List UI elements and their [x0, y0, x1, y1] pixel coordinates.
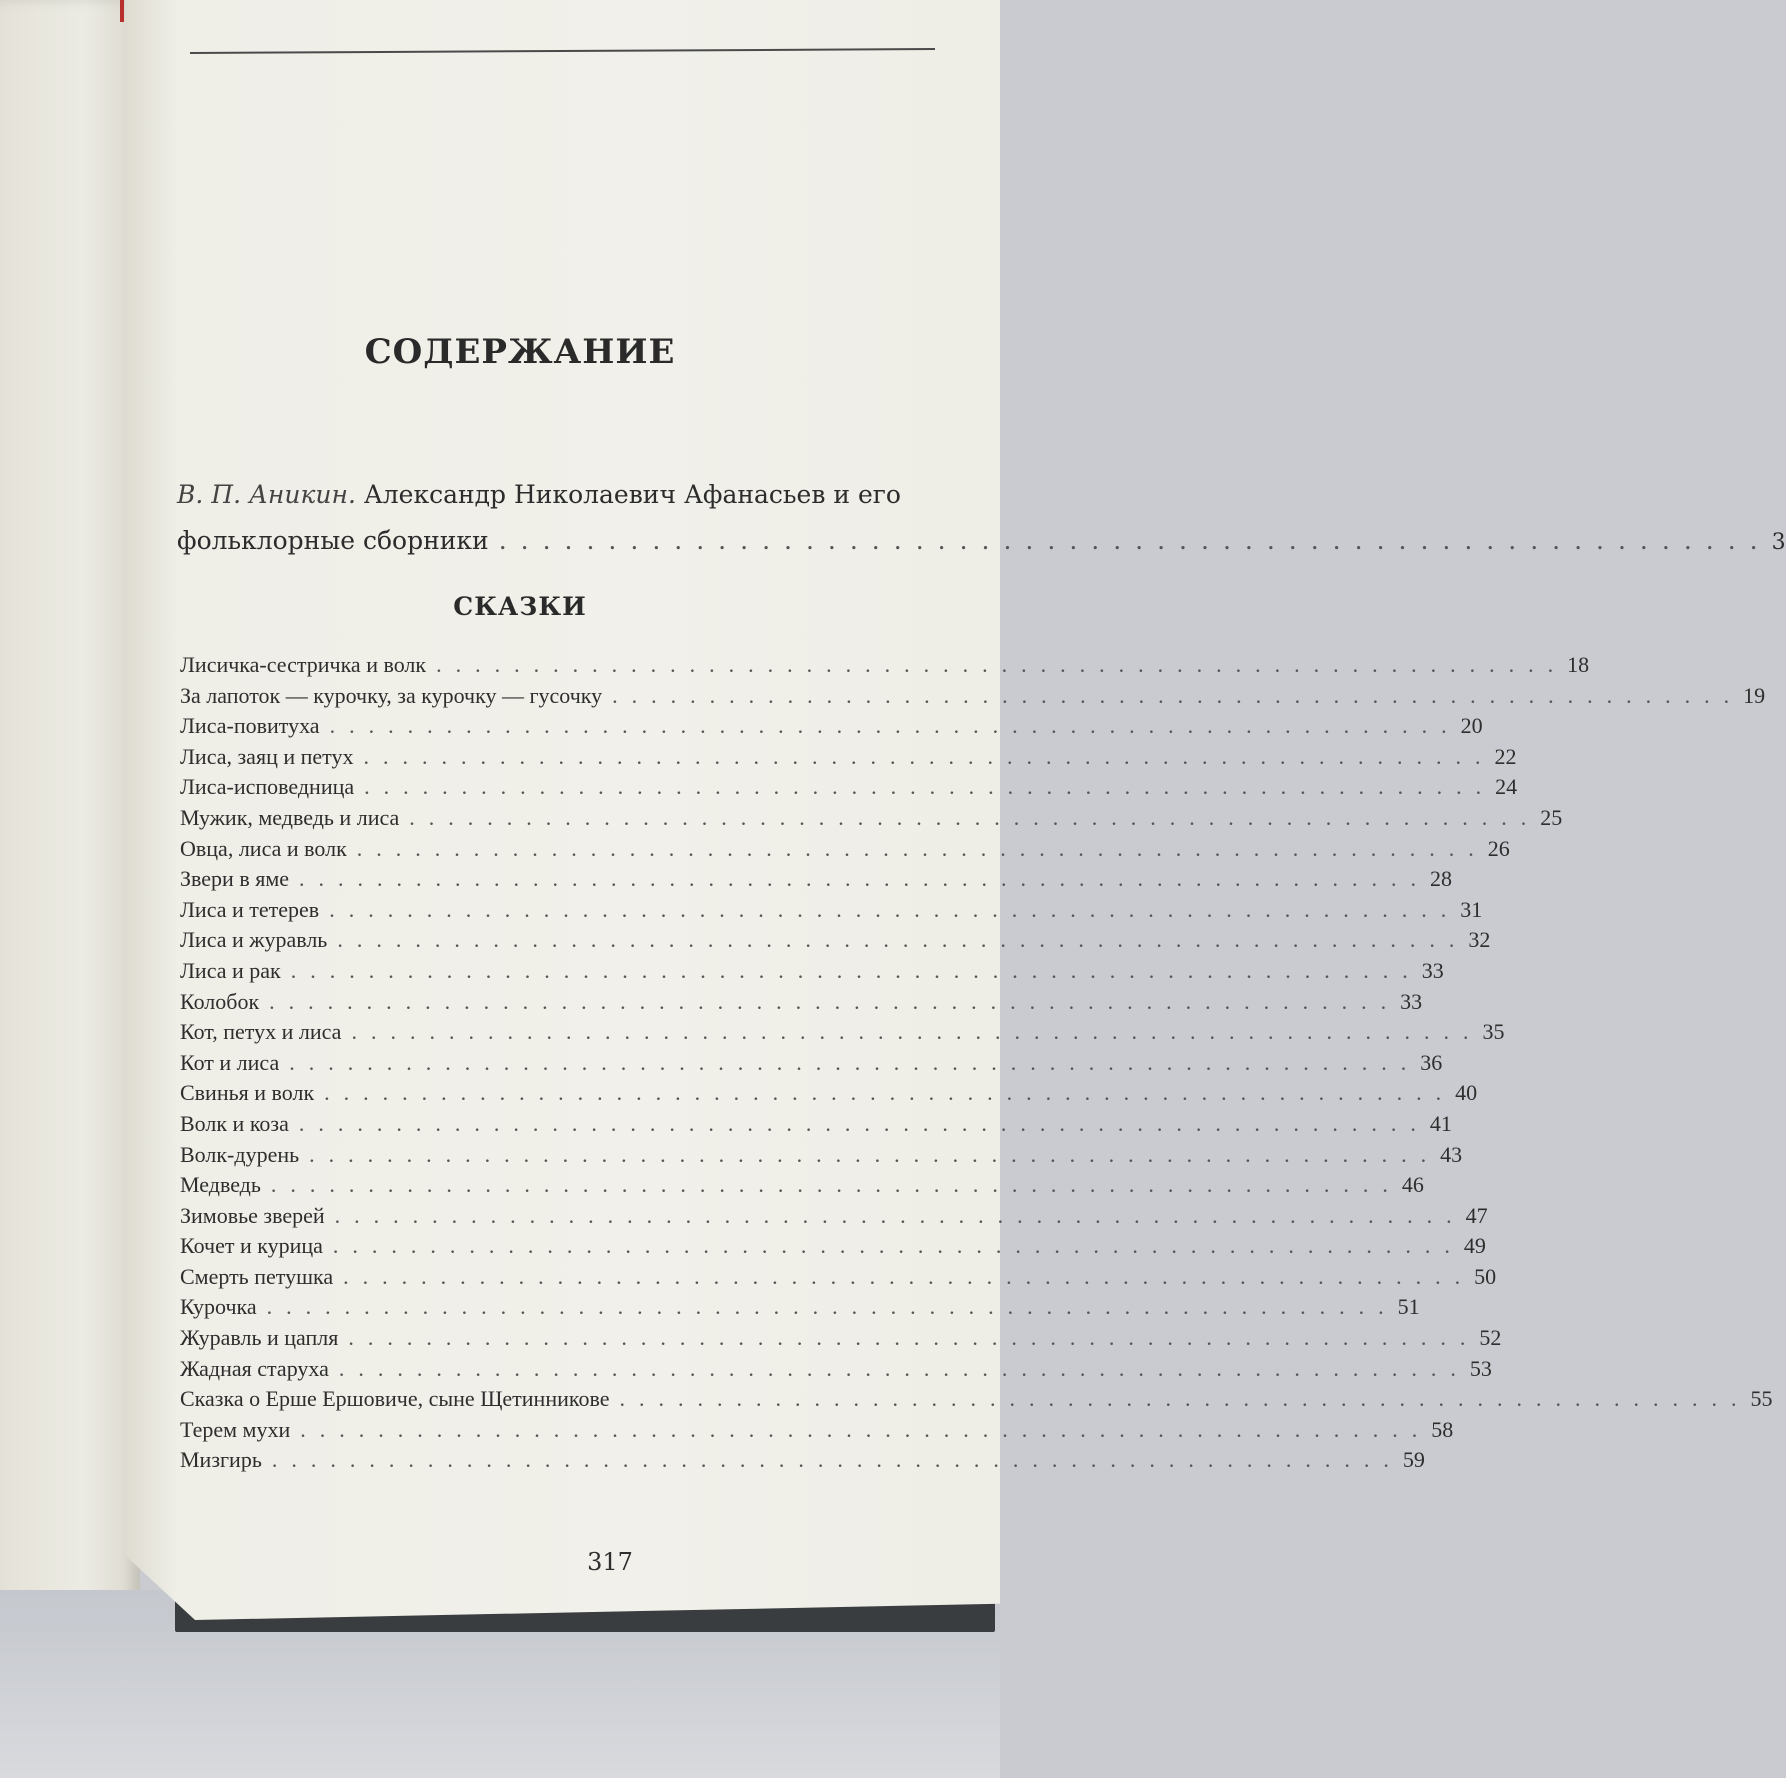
intro-title-part2: фольклорные сборники [177, 526, 489, 555]
toc-entry-title: Лиса и журавль [180, 927, 328, 953]
facing-page [0, 0, 140, 1640]
leader-dots: .......................................................... [409, 804, 1541, 830]
section-heading: СКАЗКИ [453, 592, 587, 621]
toc-entry [180, 896, 1483, 928]
toc-entry-title: Курочка [180, 1294, 257, 1320]
toc-entry-title: Волк и коза [180, 1110, 289, 1136]
toc-entry [180, 988, 1423, 1020]
toc-entry-page: 33 [1400, 988, 1423, 1014]
leader-dots: .......................................................... [290, 957, 1422, 983]
intro-line-2 [177, 518, 1786, 564]
toc-entry-title: Звери в яме [180, 866, 290, 892]
toc-entry-title: Овца, лиса и волк [180, 835, 347, 861]
toc-entry-page: 53 [1469, 1355, 1492, 1381]
leader-dots: .......................................................... [289, 1049, 1421, 1075]
toc-entry-page: 59 [1402, 1447, 1425, 1473]
toc-entry [180, 1202, 1488, 1234]
toc-entry-title: Мужик, медведь и лиса [180, 804, 400, 830]
toc-entry [180, 866, 1453, 897]
spine-bookmark [120, 0, 124, 22]
toc-entry-title: Волк-дурень [180, 1141, 300, 1167]
leader-dots: .......................................................... [356, 835, 1488, 861]
toc-entry-title: За лапоток — курочку, за курочку — гусочку [180, 682, 603, 708]
toc-entry [180, 1049, 1443, 1081]
toc-entry-page: 50 [1474, 1263, 1497, 1289]
toc-entry-page: 49 [1463, 1233, 1486, 1259]
toc-entry-title: Лиса-повитуха [180, 713, 320, 739]
toc-entry-title: Сказка о Ерше Ершовиче, сыне Щетинникове [180, 1386, 610, 1412]
intro-author: В. П. Аникин. [177, 480, 356, 509]
toc-entry-title: Зимовье зверей [180, 1202, 325, 1228]
toc-entry-title: Смерть петушка [180, 1263, 334, 1289]
toc-entry [180, 1172, 1424, 1203]
leader-dots: .......................................................... [271, 1447, 1403, 1473]
toc-entry-title: Мизгирь [180, 1447, 262, 1473]
leader-dots: .......................................................... [498, 526, 1772, 555]
leader-dots: .......................................................... [612, 682, 1744, 708]
toc-entry-page: 31 [1460, 896, 1483, 922]
toc-entry [180, 1355, 1492, 1387]
toc-entry-page: 25 [1540, 804, 1563, 830]
toc-entry [180, 682, 1766, 714]
toc-entry-page: 46 [1401, 1172, 1424, 1198]
toc-entry [180, 743, 1517, 775]
toc-entry-title: Лиса и тетерев [180, 896, 320, 922]
toc-entry-page: 22 [1494, 743, 1517, 769]
leader-dots: .......................................................... [324, 1080, 1456, 1106]
toc-entry-page: 52 [1479, 1325, 1502, 1351]
intro-title-part1: Александр Николаевич Афанасьев и его [363, 480, 901, 509]
toc-entry-page: 19 [1743, 682, 1766, 708]
leader-dots: .......................................................... [269, 988, 1401, 1014]
intro-line-1 [177, 472, 937, 518]
toc-entry [180, 1294, 1420, 1325]
toc-entry [180, 713, 1483, 744]
leader-dots: .......................................................... [343, 1263, 1475, 1289]
toc-entry-title: Лиса и рак [180, 957, 281, 983]
toc-entry-title: Кот и лиса [180, 1049, 280, 1075]
toc-entry [180, 652, 1590, 683]
toc-entry-page: 26 [1487, 835, 1510, 861]
toc-entry [180, 1263, 1497, 1295]
toc-entry-title: Лисичка-сестричка и волк [180, 652, 427, 677]
leader-dots: .......................................................... [334, 1202, 1466, 1228]
leader-dots: .......................................................... [348, 1325, 1480, 1351]
leader-dots: .......................................................... [338, 1355, 1470, 1381]
leader-dots: .......................................................... [619, 1386, 1751, 1412]
leader-dots: .......................................................... [337, 927, 1469, 953]
toc-entry [180, 927, 1491, 958]
toc-entry-page: 33 [1421, 957, 1444, 983]
toc-entry-title: Журавль и цапля [180, 1325, 339, 1351]
toc-entry [180, 1447, 1425, 1478]
toc-entry-title: Терем мухи [180, 1416, 291, 1442]
toc-entry [180, 1141, 1463, 1173]
leader-dots: .......................................................... [298, 1110, 1430, 1136]
leader-dots: .......................................................... [329, 896, 1461, 922]
toc-entry [180, 1233, 1486, 1264]
toc-entry-page: 41 [1429, 1110, 1452, 1136]
toc-entry-page: 51 [1397, 1294, 1420, 1320]
toc-entry-title: Медведь [180, 1172, 261, 1198]
toc-entry [180, 1080, 1478, 1111]
toc-entry-title: Кот, петух и лиса [180, 1019, 342, 1045]
toc-entry-page: 35 [1482, 1019, 1505, 1045]
toc-entry [180, 1416, 1454, 1448]
page-number: 317 [587, 1548, 633, 1576]
toc-entry [180, 804, 1563, 836]
toc-entry [180, 1325, 1502, 1356]
toc-entry-page: 58 [1431, 1416, 1454, 1442]
leader-dots: .......................................................... [300, 1416, 1432, 1442]
leader-dots: .......................................................... [363, 743, 1495, 769]
toc-entry-page: 24 [1495, 774, 1518, 800]
intro-entry [177, 472, 1786, 564]
toc-entry-title: Кочет и курица [180, 1233, 323, 1259]
toc-entry-page: 18 [1567, 652, 1590, 677]
leader-dots: .......................................................... [299, 866, 1431, 892]
table-of-contents [180, 652, 1773, 1478]
leader-dots: .......................................................... [270, 1172, 1402, 1198]
intro-page: 3 [1771, 530, 1786, 555]
toc-entry-page: 20 [1460, 713, 1483, 739]
toc-entry [180, 957, 1444, 989]
leader-dots: .......................................................... [266, 1294, 1398, 1320]
toc-entry-page: 55 [1750, 1386, 1773, 1412]
toc-entry-title: Лиса, заяц и петух [180, 743, 354, 769]
toc-entry [180, 1019, 1505, 1050]
toc-entry-title: Жадная старуха [180, 1355, 329, 1381]
leader-dots: .......................................................... [436, 652, 1568, 677]
toc-entry [180, 774, 1518, 805]
toc-entry [180, 835, 1510, 867]
page-title: СОДЕРЖАНИЕ [364, 332, 676, 372]
leader-dots: .......................................................... [351, 1019, 1483, 1045]
toc-entry-page: 40 [1455, 1080, 1478, 1106]
leader-dots: .......................................................... [309, 1141, 1441, 1167]
toc-entry [180, 1110, 1452, 1142]
toc-entry [180, 1386, 1773, 1417]
leader-dots: .......................................................... [332, 1233, 1464, 1259]
toc-entry-title: Колобок [180, 988, 260, 1014]
leader-dots: .......................................................... [364, 774, 1496, 800]
toc-entry-title: Лиса-исповедница [180, 774, 355, 800]
toc-entry-page: 47 [1465, 1202, 1488, 1228]
toc-entry-page: 43 [1440, 1141, 1463, 1167]
toc-entry-page: 36 [1420, 1049, 1443, 1075]
toc-entry-page: 28 [1430, 866, 1453, 892]
toc-entry-title: Свинья и волк [180, 1080, 315, 1106]
leader-dots: .......................................................... [329, 713, 1461, 739]
toc-entry-page: 32 [1468, 927, 1491, 953]
